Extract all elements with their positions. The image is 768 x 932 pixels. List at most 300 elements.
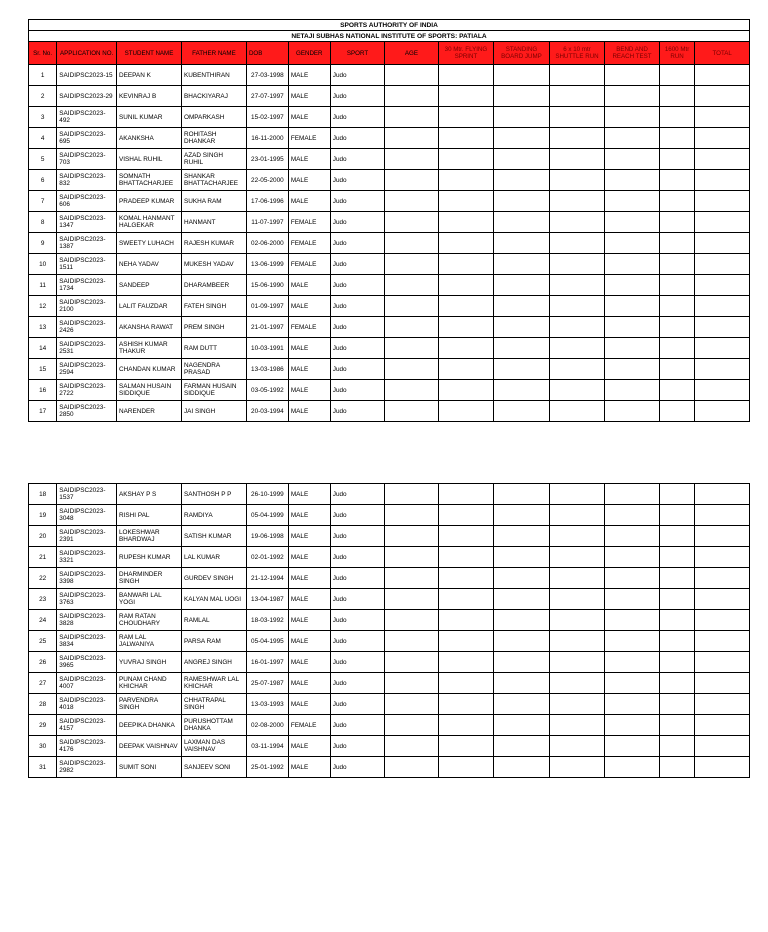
table-row xyxy=(29,568,750,589)
student-name-cell: PUNAM CHAND KHICHAR xyxy=(117,673,182,694)
father-name-cell: AZAD SINGH RUHIL xyxy=(181,149,246,170)
empty-score-cell xyxy=(659,380,695,401)
empty-score-cell xyxy=(605,317,659,338)
sport-cell: Judo xyxy=(330,149,384,170)
dob-cell: 21-12-1994 xyxy=(246,568,288,589)
sport-cell: Judo xyxy=(330,589,384,610)
student-name-cell: LALIT FAUZDAR xyxy=(117,296,182,317)
empty-score-cell xyxy=(494,170,550,191)
father-name-cell: PURUSHOTTAM DHANKA xyxy=(181,715,246,736)
serial-number-cell: 26 xyxy=(29,652,57,673)
empty-score-cell xyxy=(695,233,750,254)
serial-number-cell: 10 xyxy=(29,254,57,275)
empty-score-cell xyxy=(494,694,550,715)
empty-score-cell xyxy=(494,526,550,547)
empty-score-cell xyxy=(385,484,438,505)
empty-score-cell xyxy=(494,128,550,149)
application-no-cell: SAIDIPSC2023-1511 xyxy=(57,254,117,275)
empty-score-cell xyxy=(549,254,605,275)
table-row xyxy=(29,65,750,86)
table-row xyxy=(29,86,750,107)
empty-score-cell xyxy=(494,107,550,128)
column-header: AGE xyxy=(385,42,438,65)
father-name-cell: LAXMAN DAS VAISHNAV xyxy=(181,736,246,757)
empty-score-cell xyxy=(385,757,438,778)
empty-score-cell xyxy=(494,233,550,254)
table-row xyxy=(29,212,750,233)
empty-score-cell xyxy=(494,296,550,317)
sport-cell: Judo xyxy=(330,275,384,296)
table-row xyxy=(29,254,750,275)
dob-cell: 18-03-1992 xyxy=(246,610,288,631)
serial-number-cell: 1 xyxy=(29,65,57,86)
student-name-cell: KEVINRAJ B xyxy=(117,86,182,107)
empty-score-cell xyxy=(385,401,438,422)
empty-score-cell xyxy=(659,359,695,380)
dob-cell: 13-06-1999 xyxy=(246,254,288,275)
table-body-part1 xyxy=(29,65,750,422)
application-no-cell: SAIDIPSC2023-2722 xyxy=(57,380,117,401)
empty-score-cell xyxy=(494,757,550,778)
dob-cell: 23-01-1995 xyxy=(246,149,288,170)
column-header: STANDING BOARD JUMP xyxy=(494,42,550,65)
empty-score-cell xyxy=(659,170,695,191)
sport-cell: Judo xyxy=(330,736,384,757)
table-row xyxy=(29,317,750,338)
empty-score-cell xyxy=(549,736,605,757)
empty-score-cell xyxy=(494,359,550,380)
empty-score-cell xyxy=(438,757,494,778)
empty-score-cell xyxy=(438,505,494,526)
empty-score-cell xyxy=(695,610,750,631)
serial-number-cell: 16 xyxy=(29,380,57,401)
empty-score-cell xyxy=(385,296,438,317)
table-row xyxy=(29,631,750,652)
empty-score-cell xyxy=(695,589,750,610)
empty-score-cell xyxy=(549,128,605,149)
table-row xyxy=(29,170,750,191)
empty-score-cell xyxy=(695,170,750,191)
empty-score-cell xyxy=(695,254,750,275)
empty-score-cell xyxy=(438,673,494,694)
table-row xyxy=(29,338,750,359)
empty-score-cell xyxy=(385,505,438,526)
empty-score-cell xyxy=(385,547,438,568)
application-no-cell: SAIDIPSC2023-1387 xyxy=(57,233,117,254)
column-header: Sr. No. xyxy=(29,42,57,65)
father-name-cell: KALYAN MAL UOGI xyxy=(181,589,246,610)
application-no-cell: SAIDIPSC2023-4018 xyxy=(57,694,117,715)
empty-score-cell xyxy=(438,170,494,191)
empty-score-cell xyxy=(695,568,750,589)
empty-score-cell xyxy=(494,212,550,233)
student-name-cell: AKANKSHA xyxy=(117,128,182,149)
gender-cell: MALE xyxy=(288,484,330,505)
empty-score-cell xyxy=(494,568,550,589)
father-name-cell: SUKHA RAM xyxy=(181,191,246,212)
empty-score-cell xyxy=(695,359,750,380)
serial-number-cell: 19 xyxy=(29,505,57,526)
application-no-cell: SAIDIPSC2023-15 xyxy=(57,65,117,86)
student-name-cell: RUPESH KUMAR xyxy=(117,547,182,568)
gender-cell: MALE xyxy=(288,380,330,401)
application-no-cell: SAIDIPSC2023-3398 xyxy=(57,568,117,589)
father-name-cell: SANTHOSH P P xyxy=(181,484,246,505)
results-table-part2 xyxy=(28,483,750,778)
student-name-cell: VISHAL RUHIL xyxy=(117,149,182,170)
empty-score-cell xyxy=(438,338,494,359)
application-no-cell: SAIDIPSC2023-832 xyxy=(57,170,117,191)
empty-score-cell xyxy=(605,526,659,547)
father-name-cell: DHARAMBEER xyxy=(181,275,246,296)
sport-cell: Judo xyxy=(330,526,384,547)
gender-cell: FEMALE xyxy=(288,233,330,254)
empty-score-cell xyxy=(605,296,659,317)
sport-cell: Judo xyxy=(330,128,384,149)
serial-number-cell: 15 xyxy=(29,359,57,380)
serial-number-cell: 30 xyxy=(29,736,57,757)
gender-cell: FEMALE xyxy=(288,317,330,338)
sport-cell: Judo xyxy=(330,568,384,589)
gender-cell: MALE xyxy=(288,631,330,652)
gender-cell: MALE xyxy=(288,191,330,212)
sport-cell: Judo xyxy=(330,673,384,694)
application-no-cell: SAIDIPSC2023-695 xyxy=(57,128,117,149)
dob-cell: 27-07-1997 xyxy=(246,86,288,107)
empty-score-cell xyxy=(494,505,550,526)
column-header: APPLICATION NO. xyxy=(57,42,117,65)
empty-score-cell xyxy=(385,526,438,547)
empty-score-cell xyxy=(438,610,494,631)
empty-score-cell xyxy=(549,673,605,694)
empty-score-cell xyxy=(659,275,695,296)
student-name-cell: SANDEEP xyxy=(117,275,182,296)
table-row xyxy=(29,128,750,149)
empty-score-cell xyxy=(549,568,605,589)
sport-cell: Judo xyxy=(330,715,384,736)
dob-cell: 02-08-2000 xyxy=(246,715,288,736)
gender-cell: MALE xyxy=(288,547,330,568)
dob-cell: 26-10-1999 xyxy=(246,484,288,505)
empty-score-cell xyxy=(385,170,438,191)
application-no-cell: SAIDIPSC2023-703 xyxy=(57,149,117,170)
empty-score-cell xyxy=(549,631,605,652)
empty-score-cell xyxy=(385,631,438,652)
serial-number-cell: 17 xyxy=(29,401,57,422)
empty-score-cell xyxy=(605,254,659,275)
sport-cell: Judo xyxy=(330,338,384,359)
empty-score-cell xyxy=(438,380,494,401)
empty-score-cell xyxy=(385,568,438,589)
empty-score-cell xyxy=(438,191,494,212)
empty-score-cell xyxy=(605,610,659,631)
sport-cell: Judo xyxy=(330,547,384,568)
empty-score-cell xyxy=(494,149,550,170)
father-name-cell: LAL KUMAR xyxy=(181,547,246,568)
empty-score-cell xyxy=(438,233,494,254)
empty-score-cell xyxy=(605,359,659,380)
empty-score-cell xyxy=(385,86,438,107)
serial-number-cell: 25 xyxy=(29,631,57,652)
father-name-cell: KUBENTHIRAN xyxy=(181,65,246,86)
empty-score-cell xyxy=(438,589,494,610)
gender-cell: MALE xyxy=(288,275,330,296)
application-no-cell: SAIDIPSC2023-3834 xyxy=(57,631,117,652)
gender-cell: MALE xyxy=(288,86,330,107)
gender-cell: MALE xyxy=(288,107,330,128)
sport-cell: Judo xyxy=(330,86,384,107)
column-header: TOTAL xyxy=(695,42,750,65)
student-name-cell: SUMIT SONI xyxy=(117,757,182,778)
student-name-cell: YUVRAJ SINGH xyxy=(117,652,182,673)
father-name-cell: RAMDIYA xyxy=(181,505,246,526)
empty-score-cell xyxy=(659,65,695,86)
empty-score-cell xyxy=(659,547,695,568)
empty-score-cell xyxy=(695,338,750,359)
empty-score-cell xyxy=(605,233,659,254)
student-name-cell: SALMAN HUSAIN SIDDIQUE xyxy=(117,380,182,401)
empty-score-cell xyxy=(385,589,438,610)
empty-score-cell xyxy=(494,65,550,86)
sport-cell: Judo xyxy=(330,610,384,631)
table-row xyxy=(29,526,750,547)
sport-cell: Judo xyxy=(330,170,384,191)
empty-score-cell xyxy=(494,484,550,505)
empty-score-cell xyxy=(605,673,659,694)
empty-score-cell xyxy=(549,65,605,86)
dob-cell: 17-06-1996 xyxy=(246,191,288,212)
empty-score-cell xyxy=(494,736,550,757)
dob-cell: 01-09-1997 xyxy=(246,296,288,317)
empty-score-cell xyxy=(494,191,550,212)
empty-score-cell xyxy=(659,233,695,254)
empty-score-cell xyxy=(438,547,494,568)
empty-score-cell xyxy=(605,170,659,191)
dob-cell: 03-05-1992 xyxy=(246,380,288,401)
father-name-cell: SANJEEV SONI xyxy=(181,757,246,778)
empty-score-cell xyxy=(385,317,438,338)
serial-number-cell: 28 xyxy=(29,694,57,715)
student-name-cell: AKSHAY P S xyxy=(117,484,182,505)
table-row xyxy=(29,610,750,631)
empty-score-cell xyxy=(659,589,695,610)
empty-score-cell xyxy=(659,149,695,170)
sport-cell: Judo xyxy=(330,296,384,317)
empty-score-cell xyxy=(659,128,695,149)
empty-score-cell xyxy=(549,694,605,715)
empty-score-cell xyxy=(385,673,438,694)
application-no-cell: SAIDIPSC2023-606 xyxy=(57,191,117,212)
dob-cell: 11-07-1997 xyxy=(246,212,288,233)
student-name-cell: AKANSHA RAWAT xyxy=(117,317,182,338)
empty-score-cell xyxy=(549,170,605,191)
empty-score-cell xyxy=(549,191,605,212)
dob-cell: 25-01-1992 xyxy=(246,757,288,778)
empty-score-cell xyxy=(659,338,695,359)
application-no-cell: SAIDIPSC2023-1537 xyxy=(57,484,117,505)
sport-cell: Judo xyxy=(330,505,384,526)
empty-score-cell xyxy=(695,547,750,568)
application-no-cell: SAIDIPSC2023-2982 xyxy=(57,757,117,778)
empty-score-cell xyxy=(659,317,695,338)
empty-score-cell xyxy=(438,715,494,736)
father-name-cell: GURDEV SINGH xyxy=(181,568,246,589)
empty-score-cell xyxy=(695,505,750,526)
father-name-cell: BHACKIYARAJ xyxy=(181,86,246,107)
table-row xyxy=(29,757,750,778)
empty-score-cell xyxy=(549,149,605,170)
gender-cell: MALE xyxy=(288,526,330,547)
father-name-cell: RAM DUTT xyxy=(181,338,246,359)
table-row xyxy=(29,191,750,212)
empty-score-cell xyxy=(605,631,659,652)
sport-cell: Judo xyxy=(330,694,384,715)
results-table-part1 xyxy=(28,19,750,422)
empty-score-cell xyxy=(695,694,750,715)
empty-score-cell xyxy=(605,128,659,149)
empty-score-cell xyxy=(438,296,494,317)
empty-score-cell xyxy=(659,694,695,715)
application-no-cell: SAIDIPSC2023-2531 xyxy=(57,338,117,359)
serial-number-cell: 9 xyxy=(29,233,57,254)
application-no-cell: SAIDIPSC2023-2594 xyxy=(57,359,117,380)
gender-cell: MALE xyxy=(288,694,330,715)
student-name-cell: RISHI PAL xyxy=(117,505,182,526)
empty-score-cell xyxy=(659,736,695,757)
empty-score-cell xyxy=(385,233,438,254)
dob-cell: 05-04-1999 xyxy=(246,505,288,526)
empty-score-cell xyxy=(605,589,659,610)
empty-score-cell xyxy=(605,149,659,170)
institute-title: NETAJI SUBHAS NATIONAL INSTITUTE OF SPORTS: PATIALA xyxy=(29,31,750,42)
student-name-cell: LOKESHWAR BHARDWAJ xyxy=(117,526,182,547)
student-name-cell: DHARMINDER SINGH xyxy=(117,568,182,589)
empty-score-cell xyxy=(385,149,438,170)
empty-score-cell xyxy=(605,212,659,233)
empty-score-cell xyxy=(695,296,750,317)
student-name-cell: NARENDER xyxy=(117,401,182,422)
empty-score-cell xyxy=(605,338,659,359)
empty-score-cell xyxy=(695,484,750,505)
dob-cell: 19-06-1998 xyxy=(246,526,288,547)
empty-score-cell xyxy=(549,715,605,736)
gender-cell: FEMALE xyxy=(288,128,330,149)
empty-score-cell xyxy=(549,296,605,317)
serial-number-cell: 8 xyxy=(29,212,57,233)
column-header: GENDER xyxy=(288,42,330,65)
father-name-cell: MUKESH YADAV xyxy=(181,254,246,275)
student-name-cell: CHANDAN KUMAR xyxy=(117,359,182,380)
column-header: STUDENT NAME xyxy=(117,42,182,65)
application-no-cell: SAIDIPSC2023-2850 xyxy=(57,401,117,422)
student-name-cell: NEHA YADAV xyxy=(117,254,182,275)
empty-score-cell xyxy=(659,715,695,736)
student-name-cell: SUNIL KUMAR xyxy=(117,107,182,128)
table-row xyxy=(29,149,750,170)
empty-score-cell xyxy=(605,505,659,526)
application-no-cell: SAIDIPSC2023-3828 xyxy=(57,610,117,631)
dob-cell: 22-05-2000 xyxy=(246,170,288,191)
father-name-cell: SATISH KUMAR xyxy=(181,526,246,547)
empty-score-cell xyxy=(695,65,750,86)
column-header: BEND AND REACH TEST xyxy=(605,42,659,65)
empty-score-cell xyxy=(494,401,550,422)
empty-score-cell xyxy=(605,694,659,715)
dob-cell: 21-01-1997 xyxy=(246,317,288,338)
empty-score-cell xyxy=(494,338,550,359)
empty-score-cell xyxy=(549,505,605,526)
empty-score-cell xyxy=(659,296,695,317)
dob-cell: 02-06-2000 xyxy=(246,233,288,254)
column-header: FATHER NAME xyxy=(181,42,246,65)
empty-score-cell xyxy=(385,652,438,673)
empty-score-cell xyxy=(605,380,659,401)
father-name-cell: RAMLAL xyxy=(181,610,246,631)
empty-score-cell xyxy=(695,275,750,296)
empty-score-cell xyxy=(549,589,605,610)
empty-score-cell xyxy=(438,359,494,380)
student-name-cell: RAM LAL JALWANIYA xyxy=(117,631,182,652)
empty-score-cell xyxy=(438,568,494,589)
empty-score-cell xyxy=(494,317,550,338)
empty-score-cell xyxy=(695,191,750,212)
empty-score-cell xyxy=(549,86,605,107)
empty-score-cell xyxy=(494,631,550,652)
empty-score-cell xyxy=(695,631,750,652)
sport-cell: Judo xyxy=(330,65,384,86)
dob-cell: 16-11-2000 xyxy=(246,128,288,149)
table-row xyxy=(29,736,750,757)
serial-number-cell: 12 xyxy=(29,296,57,317)
table-row xyxy=(29,652,750,673)
empty-score-cell xyxy=(659,526,695,547)
empty-score-cell xyxy=(438,631,494,652)
empty-score-cell xyxy=(549,338,605,359)
empty-score-cell xyxy=(549,380,605,401)
empty-score-cell xyxy=(695,652,750,673)
empty-score-cell xyxy=(695,715,750,736)
empty-score-cell xyxy=(659,107,695,128)
empty-score-cell xyxy=(695,401,750,422)
table-row xyxy=(29,484,750,505)
empty-score-cell xyxy=(549,212,605,233)
father-name-cell: PARSA RAM xyxy=(181,631,246,652)
empty-score-cell xyxy=(695,380,750,401)
serial-number-cell: 7 xyxy=(29,191,57,212)
empty-score-cell xyxy=(438,526,494,547)
dob-cell: 27-03-1998 xyxy=(246,65,288,86)
table-row xyxy=(29,359,750,380)
empty-score-cell xyxy=(549,359,605,380)
empty-score-cell xyxy=(605,86,659,107)
empty-score-cell xyxy=(605,736,659,757)
empty-score-cell xyxy=(385,191,438,212)
empty-score-cell xyxy=(659,673,695,694)
sport-cell: Judo xyxy=(330,631,384,652)
empty-score-cell xyxy=(494,589,550,610)
table-row xyxy=(29,107,750,128)
dob-cell: 05-04-1995 xyxy=(246,631,288,652)
gender-cell: MALE xyxy=(288,170,330,191)
serial-number-cell: 23 xyxy=(29,589,57,610)
student-name-cell: RAM RATAN CHOUDHARY xyxy=(117,610,182,631)
empty-score-cell xyxy=(549,652,605,673)
empty-score-cell xyxy=(494,275,550,296)
gender-cell: MALE xyxy=(288,736,330,757)
org-title: SPORTS AUTHORITY OF INDIA xyxy=(29,20,750,31)
father-name-cell: ROHITASH DHANKAR xyxy=(181,128,246,149)
empty-score-cell xyxy=(695,317,750,338)
